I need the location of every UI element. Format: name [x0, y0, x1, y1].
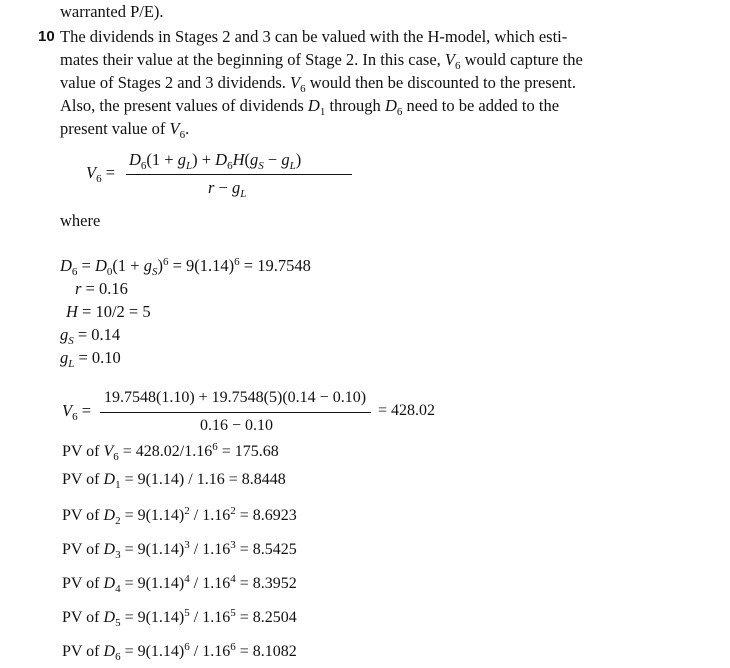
- pv-result: = 8.6923: [235, 507, 297, 524]
- subscript: L: [68, 358, 75, 370]
- subscript: 5: [115, 617, 121, 629]
- text-span: −: [214, 178, 232, 197]
- superscript: 4: [230, 573, 236, 585]
- pv-row: [62, 540, 297, 560]
- superscript: 3: [230, 539, 236, 551]
- def-gl: [60, 348, 121, 368]
- pv-label: PV of: [62, 609, 104, 626]
- pv-symbol: D: [103, 541, 116, 558]
- subscript: 6: [72, 411, 78, 423]
- sym: H: [232, 150, 245, 169]
- sym: D: [215, 150, 228, 169]
- subscript: 2: [115, 515, 121, 527]
- sym: g: [281, 150, 290, 169]
- subscript: S: [151, 266, 158, 278]
- paragraph-line-4: [60, 96, 559, 116]
- pv-symbol: D: [103, 507, 116, 524]
- subscript: S: [68, 335, 74, 347]
- text-span: .: [185, 119, 190, 138]
- formula2-lhs: [62, 401, 91, 421]
- sym: g: [177, 150, 186, 169]
- text-span: = 10/2 = 5: [77, 302, 151, 321]
- superscript: 2: [230, 505, 236, 517]
- paragraph-line-3: [60, 73, 576, 93]
- subscript: 6: [115, 651, 121, 663]
- pv-expression: / 1.16: [189, 575, 231, 592]
- paragraph-line-1: The dividends in Stages 2 and 3 can be valued with the H-model, which esti-: [60, 27, 568, 46]
- pv-label: PV of: [62, 643, 104, 660]
- symbol-d: D: [384, 96, 397, 115]
- sym: g: [250, 150, 259, 169]
- text-span: would capture the: [460, 50, 583, 69]
- pv-label: PV of: [62, 443, 104, 460]
- text-span: = 0.16: [81, 279, 128, 298]
- pv-row: [62, 608, 297, 628]
- text-span: (: [244, 150, 251, 169]
- equals: =: [105, 163, 116, 182]
- sym: g: [60, 348, 69, 367]
- text-span: ): [295, 150, 302, 169]
- pv-result: = 8.1082: [235, 643, 297, 660]
- symbol-v: V: [169, 119, 180, 138]
- pv-symbol: D: [103, 471, 116, 488]
- superscript: 5: [230, 607, 236, 619]
- sym: D: [60, 256, 72, 275]
- subscript: 3: [115, 549, 121, 561]
- subscript: 6: [71, 266, 78, 278]
- sym: H: [66, 302, 78, 321]
- text-span: mates their value at the beginning of Stage 2. In this case,: [60, 50, 445, 69]
- pv-result: = 8.2504: [235, 609, 297, 626]
- pv-row: [62, 442, 279, 462]
- text-span: =: [77, 256, 95, 275]
- pv-row: [62, 574, 297, 594]
- formula2-numerator: 19.7548(1.10) + 19.7548(5)(0.14 − 0.10): [104, 389, 367, 406]
- pv-expression: = 9(1.14): [124, 507, 185, 524]
- def-d6: [60, 256, 311, 276]
- text-span: (1 +: [146, 150, 178, 169]
- subscript: 6: [454, 60, 461, 72]
- superscript: 6: [184, 641, 190, 653]
- formula2-denominator: 0.16 − 0.10: [200, 417, 274, 434]
- subscript: 6: [179, 129, 186, 141]
- symbol-v: V: [86, 163, 97, 182]
- superscript: 6: [212, 441, 218, 453]
- subscript: 1: [319, 106, 326, 118]
- pv-expression: / 1.16: [189, 507, 231, 524]
- text-span: Also, the present values of dividends: [60, 96, 308, 115]
- subscript: 6: [300, 83, 306, 95]
- pv-expression: = 9(1.14): [124, 643, 185, 660]
- formula1-lhs: [86, 163, 115, 183]
- superscript: 6: [230, 641, 236, 653]
- pv-result: = 8.5425: [235, 541, 297, 558]
- subscript: 1: [115, 479, 121, 491]
- pv-expression: / 1.16: [189, 643, 231, 660]
- pv-row: [62, 642, 297, 662]
- subscript: 6: [140, 160, 147, 172]
- paragraph-line-5: [60, 119, 189, 139]
- text-span: ): [157, 256, 163, 275]
- where-label: where: [60, 211, 101, 230]
- superscript: 4: [184, 573, 190, 585]
- formula1-numerator: [129, 150, 301, 170]
- subscript: L: [185, 160, 193, 172]
- sym: r: [208, 178, 215, 197]
- subscript: L: [240, 188, 247, 200]
- pv-symbol: V: [103, 443, 114, 460]
- text-span: = 9(1.14): [168, 256, 235, 275]
- superscript: 2: [184, 505, 190, 517]
- sym: r: [75, 279, 82, 298]
- symbol-v: V: [290, 73, 301, 92]
- pv-label: PV of: [62, 507, 104, 524]
- text-span: = 0.10: [74, 348, 121, 367]
- symbol-v: V: [62, 401, 73, 420]
- pv-symbol: D: [103, 575, 116, 592]
- sym: D: [94, 256, 107, 275]
- superscript: 6: [234, 256, 240, 268]
- pv-result: = 8.3952: [235, 575, 297, 592]
- pv-expression: = 9(1.14): [124, 609, 185, 626]
- pv-expression: = 9(1.14): [124, 541, 185, 558]
- continued-text: warranted P/E).: [60, 2, 164, 21]
- subscript: 6: [96, 173, 102, 185]
- pv-label: PV of: [62, 575, 104, 592]
- pv-row: [62, 506, 297, 526]
- text-span: ) +: [192, 150, 216, 169]
- text-span: through: [325, 96, 385, 115]
- text-span: −: [263, 150, 282, 169]
- pv-label: PV of: [62, 541, 104, 558]
- def-r: [75, 279, 128, 299]
- subscript-zero: 0: [106, 266, 113, 278]
- fraction-bar: [126, 174, 352, 175]
- pv-symbol: D: [103, 609, 116, 626]
- pv-row: [62, 470, 286, 490]
- subscript: 4: [115, 583, 121, 595]
- def-gs: [60, 325, 120, 345]
- pv-expression: = 9(1.14): [124, 575, 185, 592]
- sym: g: [143, 256, 152, 275]
- subscript: S: [258, 160, 264, 172]
- equals: =: [81, 401, 92, 420]
- superscript: 6: [162, 256, 169, 268]
- subscript: 6: [227, 160, 233, 172]
- superscript: 5: [184, 607, 190, 619]
- subscript: L: [289, 160, 296, 172]
- pv-expression: / 1.16: [189, 541, 231, 558]
- subscript: 6: [396, 106, 403, 118]
- pv-result: = 8.8448: [224, 471, 286, 488]
- text-span: = 0.14: [73, 325, 121, 344]
- superscript: 3: [184, 539, 190, 551]
- fraction-bar: [100, 412, 371, 413]
- sym: D: [129, 150, 141, 169]
- text-span: would then be discounted to the present.: [305, 73, 576, 92]
- pv-label: PV of: [62, 471, 104, 488]
- text-span: = 19.7548: [239, 256, 311, 275]
- pv-symbol: D: [103, 643, 116, 660]
- text-span: present value of: [60, 119, 170, 138]
- symbol-d: D: [307, 96, 320, 115]
- symbol-v: V: [444, 50, 455, 69]
- text-span: (1 +: [112, 256, 144, 275]
- formula1-denominator: [208, 178, 246, 198]
- text-span: value of Stages 2 and 3 dividends.: [60, 73, 291, 92]
- formula2-result: = 428.02: [378, 402, 436, 419]
- pv-expression: = 9(1.14) / 1.16: [124, 471, 225, 488]
- pv-expression: = 428.02/1.16: [122, 443, 213, 460]
- pv-expression: / 1.16: [189, 609, 231, 626]
- item-number: 10: [38, 28, 55, 45]
- sym: g: [231, 178, 241, 197]
- sym: g: [60, 325, 69, 344]
- pv-result: = 175.68: [217, 443, 279, 460]
- text-span: need to be added to the: [402, 96, 560, 115]
- def-h: [66, 302, 151, 322]
- subscript: 6: [113, 451, 119, 463]
- paragraph-line-2: [60, 50, 583, 70]
